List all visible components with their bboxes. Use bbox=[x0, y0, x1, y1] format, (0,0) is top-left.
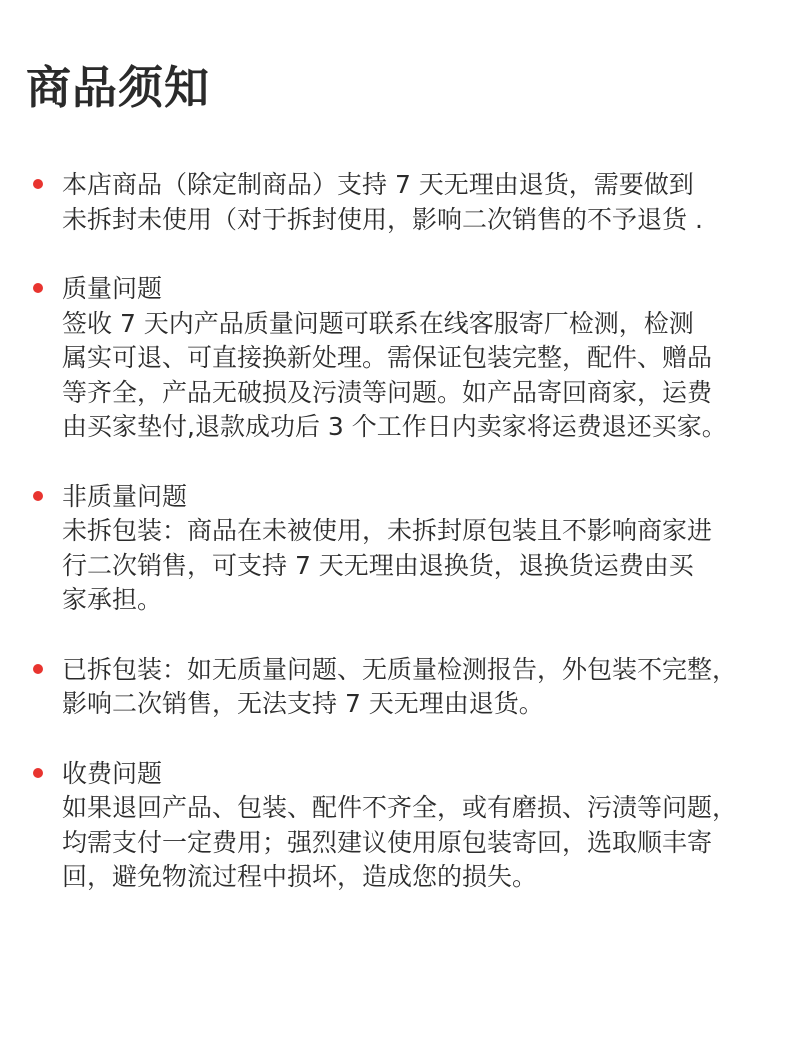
notice-line: 如果退回产品、包装、配件不齐全，或有磨损、污渍等问题， bbox=[62, 793, 738, 822]
notice-line: 未拆包装：商品在未被使用，未拆封原包装且不影响商家进 bbox=[62, 516, 713, 545]
notice-line: 属实可退、可直接换新处理。需保证包装完整，配件、赠品 bbox=[62, 343, 713, 372]
notice-line: 影响二次销售，无法支持 7 天无理由退货。 bbox=[62, 689, 544, 718]
notice-section-return-policy bbox=[30, 168, 780, 237]
bullet-dot-icon bbox=[33, 179, 43, 189]
notice-line: 签收 7 天内产品质量问题可联系在线客服寄厂检测，检测 bbox=[62, 308, 694, 338]
notice-section-quality-issue bbox=[30, 272, 780, 445]
notice-section-non-quality-issue bbox=[30, 480, 780, 618]
notice-line: 未拆封未使用（对于拆封使用，影响二次销售的不予退货 . bbox=[62, 204, 703, 234]
notice-section-opened-package bbox=[30, 653, 780, 722]
bullet-dot-icon bbox=[33, 664, 43, 674]
bullet-dot-icon bbox=[33, 491, 43, 501]
notice-list bbox=[30, 168, 780, 930]
notice-line: 由买家垫付,退款成功后 3 个工作日内卖家将运费退还买家。 bbox=[62, 412, 727, 441]
bullet-dot-icon bbox=[33, 768, 43, 778]
notice-line: 行二次销售，可支持 7 天无理由退换货，退换货运费由买 bbox=[62, 550, 694, 580]
bullet-dot-icon bbox=[33, 283, 43, 293]
page-title: 商品须知 bbox=[26, 61, 211, 114]
section-heading: 质量问题 bbox=[62, 274, 163, 303]
section-heading: 非质量问题 bbox=[62, 481, 188, 511]
notice-line: 已拆包装：如无质量问题、无质量检测报告，外包装不完整， bbox=[62, 654, 738, 684]
notice-line: 回，避免物流过程中损坏，造成您的损失。 bbox=[62, 862, 538, 891]
notice-line: 均需支付一定费用；强烈建议使用原包装寄回，选取顺丰寄 bbox=[62, 827, 713, 857]
section-heading: 收费问题 bbox=[62, 758, 163, 788]
notice-line: 家承担。 bbox=[62, 585, 163, 614]
notice-section-fees bbox=[30, 757, 780, 895]
notice-line: 等齐全，产品无破损及污渍等问题。如产品寄回商家，运费 bbox=[62, 377, 713, 407]
notice-line: 本店商品（除定制商品）支持 7 天无理由退货，需要做到 bbox=[62, 170, 694, 199]
